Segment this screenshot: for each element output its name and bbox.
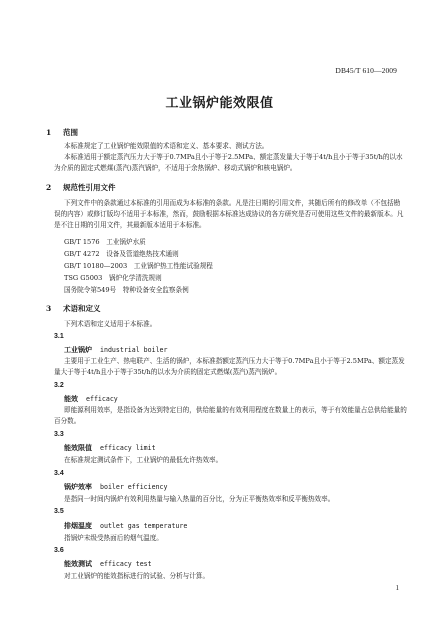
section-title: 术语和定义 [63,304,101,313]
section-title: 规范性引用文件 [63,183,116,192]
term-heading [64,482,168,492]
page-number: 1 [395,584,399,592]
term-number: 3.1 [54,333,64,340]
term-definition: 在标准规定测试条件下，工业锅炉的最低允许热效率。 [64,456,223,464]
term-name-en: outlet gas temperature [100,522,188,530]
term-heading [64,521,187,531]
term-definition: 对工业锅炉的能效指标进行的试验、分析与计算。 [64,572,210,580]
reference-item: TSG G5003 锅炉化学清洗规则 [64,274,162,282]
term-heading [64,345,168,355]
standard-code: DB45/T 610—2009 [335,66,397,75]
scope-paragraph-1: 本标准规定了工业锅炉能效限值的术语和定义、基本要求、测试方法。 [64,142,269,150]
term-number: 3.4 [54,470,64,477]
term-number: 3.5 [54,508,64,515]
term-name-cn: 能效 [64,394,78,403]
term-name-en: efficacy limit [100,444,156,452]
term-name-en: boiler efficiency [100,483,168,491]
term-name-cn: 锅炉效率 [64,482,92,491]
reference-item: GB/T 1576 工业锅炉水质 [64,238,146,246]
term-number: 3.6 [54,547,64,554]
reference-item: GB/T 4272 设备及管道绝热技术通则 [64,250,179,258]
page-title: 工业锅炉能效限值 [165,96,274,111]
term-definition: 指锅炉末级受热面后的烟气温度。 [64,534,163,542]
reference-item: GB/T 10180—2003 工业锅炉热工性能试验规程 [64,262,213,270]
terms-intro: 下列术语和定义适用于本标准。 [64,320,157,328]
section-number: 2 [46,183,52,192]
term-name-en: efficacy test [100,560,152,568]
term-name-en: industrial boiler [100,346,168,354]
term-name-cn: 能效限值 [64,443,92,452]
term-name-cn: 能效测试 [64,559,92,568]
term-name-en: efficacy [86,395,118,403]
scope-paragraph-2: 本标准适用于额定蒸汽压力大于等于0.7MPa且小于等于2.5MPa、额定蒸发量大于等于4t/h且小于等于35t/h的以水为介质的固定式燃煤(蒸汽)蒸汽锅炉，不适用于余热锅炉、移动式锅炉和核电锅炉。 [54,153,403,172]
reference-item: 国务院令第549号 特种设备安全监察条例 [64,286,189,294]
term-heading [64,394,118,404]
references-paragraph: 下列文件中的条款通过本标准的引用而成为本标准的条款。凡是注日期的引用文件，其随后所有的修改单（不包括勘误的内容）或修订版均不适用于本标准，然而，鼓励根据本标准达成协议的各方研究是否可使用这些文件的最新版本。凡是不注日期的引用文件，其最新版本适用于本标准。 [54,199,404,229]
section-heading-references [46,182,116,193]
section-number: 1 [46,128,52,137]
term-heading [64,559,152,569]
term-name-cn: 工业锅炉 [64,345,92,354]
term-name-cn: 排烟温度 [64,521,92,530]
section-heading-scope [46,127,78,138]
term-heading [64,443,156,453]
term-definition: 即能源利用效率，是指设备为达到特定目的，供给能量的有效利用程度在数量上的表示，等于有效能量占总供给能量的百分数。 [54,406,407,425]
term-definition: 主要用于工业生产、热电联产、生活的锅炉，本标准指额定蒸汽压力大于等于0.7MPa且小于等于2.5MPa、额定蒸发量大于等于4t/h且小于等于35t/h的以水为介质的固定式燃煤(蒸汽)蒸汽锅炉。 [54,357,405,376]
section-heading-terms [46,303,101,314]
section-title: 范围 [63,128,78,137]
term-number: 3.3 [54,431,64,438]
term-definition: 是指同一时间内锅炉有效利用热量与输入热量的百分比，分为正平衡热效率和反平衡热效率。 [64,495,335,503]
section-number: 3 [46,304,52,313]
term-number: 3.2 [54,382,64,389]
